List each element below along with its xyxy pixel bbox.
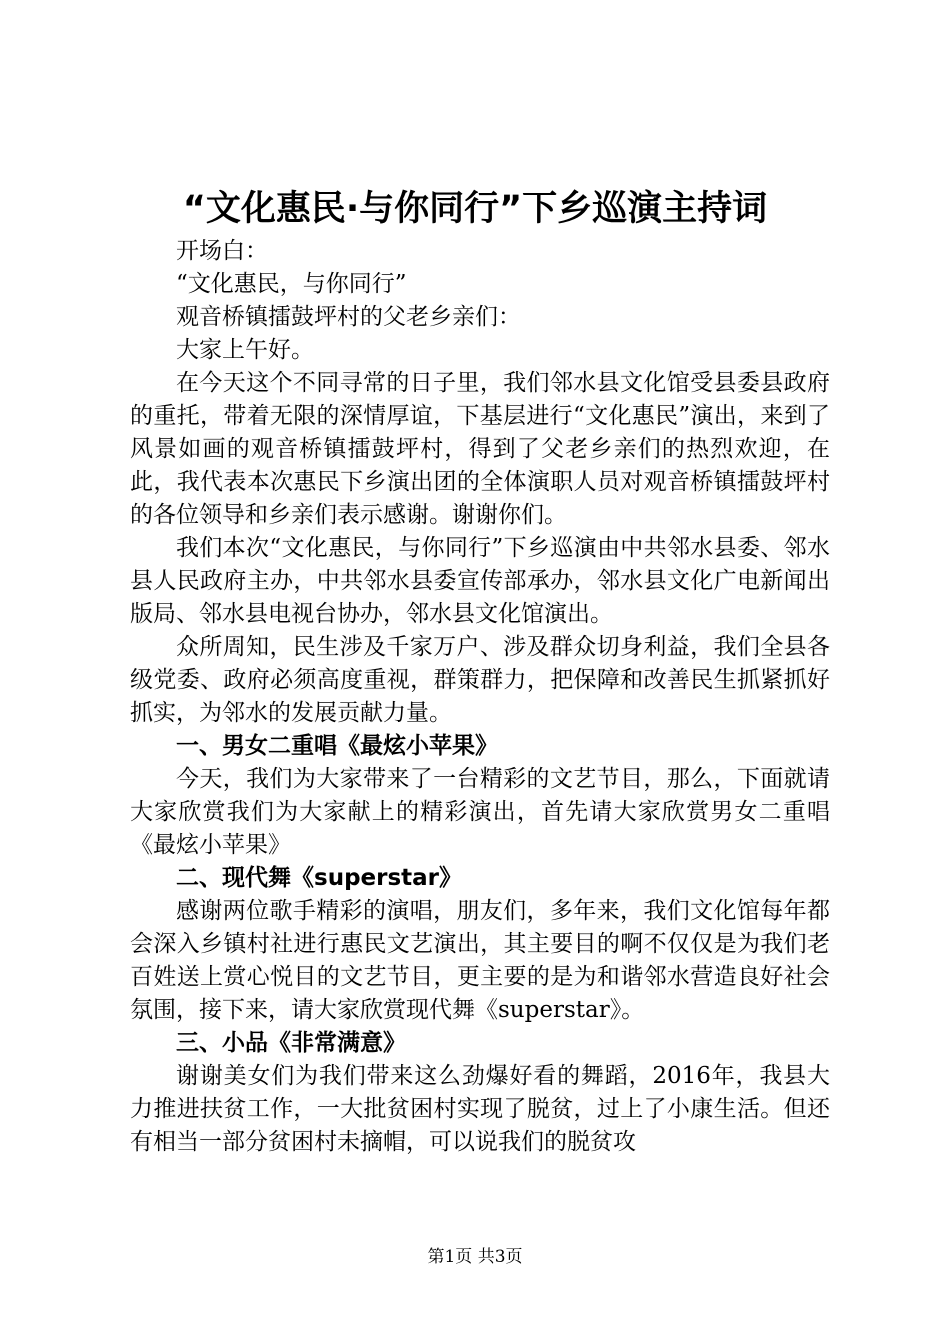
section-heading: 一、男女二重唱《最炫小苹果》	[176, 733, 498, 759]
document-title: “文化惠民·与你同行”下乡巡演主持词	[182, 189, 768, 229]
paragraph: 我们本次“文化惠民，与你同行”下乡巡演由中共邻水县委、邻水县人民政府主办，中共邻水县委宣传部承办，邻水县文化广电新闻出版局、邻水县电视台协办，邻水县文化馆演出。	[130, 535, 830, 627]
page-footer: 第1页 共3页	[427, 1247, 523, 1267]
paragraph: 大家上午好。	[176, 337, 314, 363]
paragraph: 感谢两位歌手精彩的演唱，朋友们，多年来，我们文化馆每年都会深入乡镇村社进行惠民文艺演出，其主要目的啊不仅仅是为我们老百姓送上赏心悦目的文艺节目，更主要的是为和谐邻水营造良好社会氛围，接下来，请大家欣赏现代舞《superstar》。	[130, 898, 830, 1023]
paragraph: 观音桥镇擂鼓坪村的父老乡亲们：	[176, 304, 521, 330]
paragraph: 众所周知，民生涉及千家万户、涉及群众切身利益，我们全县各级党委、政府必须高度重视，群策群力，把保障和改善民生抓紧抓好抓实，为邻水的发展贡献力量。	[130, 634, 830, 726]
paragraph: 今天，我们为大家带来了一台精彩的文艺节目，那么，下面就请大家欣赏我们为大家献上的精彩演出，首先请大家欣赏男女二重唱《最炫小苹果》	[130, 766, 830, 858]
section-heading: 二、现代舞《superstar》	[176, 865, 463, 891]
paragraph: 开场白：	[176, 238, 268, 264]
paragraph: 在今天这个不同寻常的日子里，我们邻水县文化馆受县委县政府的重托，带着无限的深情厚谊，下基层进行“文化惠民”演出，来到了风景如画的观音桥镇擂鼓坪村，得到了父老乡亲们的热烈欢迎，在此，我代表本次惠民下乡演出团的全体演职人员对观音桥镇擂鼓坪村的各位领导和乡亲们表示感谢。谢谢你们。	[130, 370, 830, 528]
paragraph: “文化惠民，与你同行”	[176, 271, 407, 297]
document-body	[130, 235, 830, 1159]
section-heading: 三、小品《非常满意》	[176, 1030, 406, 1056]
paragraph: 谢谢美女们为我们带来这么劲爆好看的舞蹈，2016年，我县大力推进扶贫工作，一大批贫困村实现了脱贫，过上了小康生活。但还有相当一部分贫困村未摘帽，可以说我们的脱贫攻	[130, 1063, 830, 1155]
